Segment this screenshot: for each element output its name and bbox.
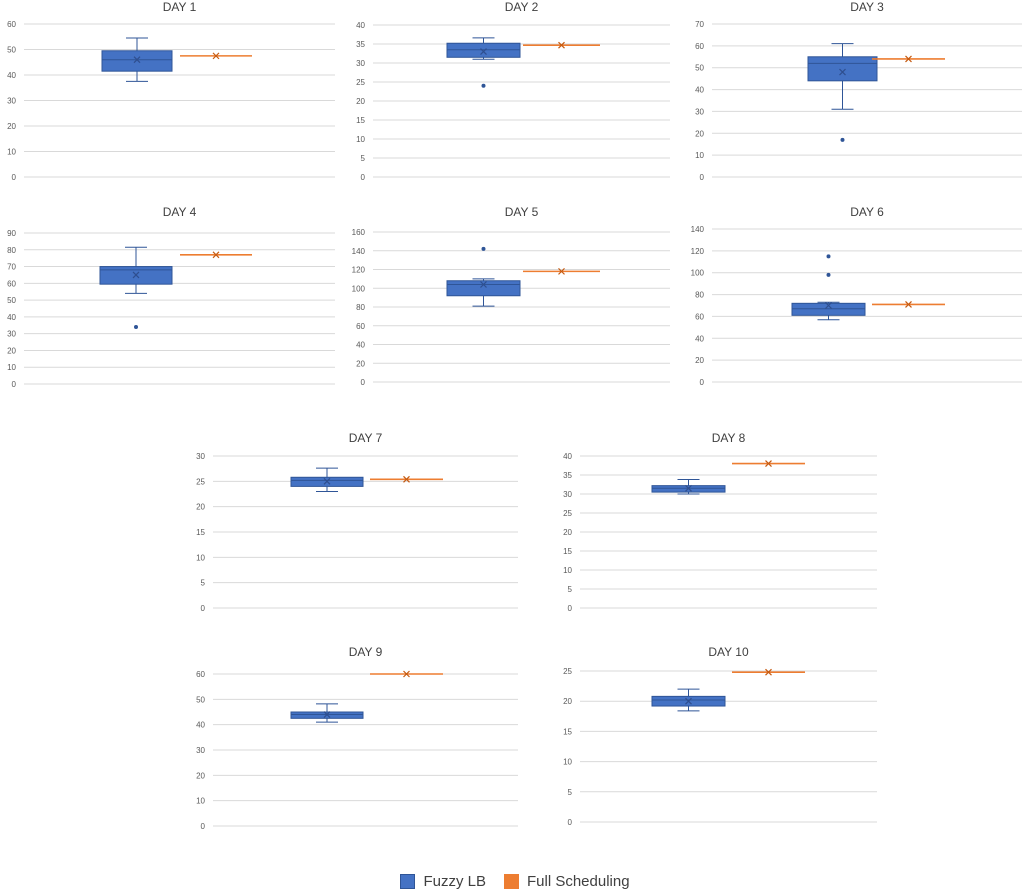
y-tick-label: 60 [7, 279, 16, 289]
y-tick-label: 0 [11, 380, 16, 389]
chart-title: DAY 5 [504, 205, 539, 219]
y-tick-label: 50 [7, 45, 16, 55]
y-tick-label: 40 [563, 452, 572, 461]
chart-day-9 [183, 645, 528, 845]
chart-svg [183, 645, 528, 845]
y-tick-label: 60 [7, 20, 16, 29]
box-fuzzy-lb [447, 43, 520, 57]
y-tick-label: 20 [196, 771, 205, 781]
chart-day-2 [345, 0, 680, 190]
y-tick-label: 40 [356, 21, 365, 30]
y-tick-label: 0 [699, 173, 704, 182]
chart-day-5 [345, 205, 680, 405]
legend [0, 870, 1030, 892]
chart-svg [0, 205, 345, 405]
y-tick-label: 25 [563, 667, 572, 676]
y-tick-label: 40 [196, 720, 205, 730]
y-tick-label: 10 [695, 151, 704, 161]
y-tick-label: 40 [695, 85, 704, 95]
y-tick-label: 5 [567, 585, 572, 594]
legend-item-fuzzy-lb [400, 873, 486, 890]
y-tick-label: 20 [7, 346, 16, 356]
outlier-point [482, 84, 486, 88]
y-tick-label: 15 [563, 727, 572, 737]
chart-title: DAY 8 [711, 431, 746, 445]
chart-svg [542, 645, 887, 845]
y-tick-label: 60 [356, 321, 365, 331]
y-tick-label: 40 [7, 312, 16, 322]
outlier-point [134, 325, 138, 329]
y-tick-label: 10 [7, 147, 16, 157]
y-tick-label: 70 [7, 262, 16, 272]
y-tick-label: 140 [351, 246, 365, 256]
chart-title: DAY 3 [850, 0, 884, 14]
y-tick-label: 120 [690, 246, 704, 256]
y-tick-label: 10 [196, 553, 205, 563]
y-tick-label: 50 [695, 63, 704, 73]
y-tick-label: 20 [695, 129, 704, 139]
y-tick-label: 40 [356, 340, 365, 350]
y-tick-label: 20 [196, 502, 205, 512]
chart-svg [345, 205, 680, 405]
y-tick-label: 30 [7, 96, 16, 106]
y-tick-label: 5 [200, 578, 205, 588]
legend-item-full-scheduling [504, 873, 630, 890]
chart-title: DAY 7 [348, 431, 383, 445]
y-tick-label: 30 [563, 490, 572, 499]
y-tick-label: 15 [563, 547, 572, 556]
y-tick-label: 15 [356, 116, 365, 125]
y-tick-label: 20 [7, 122, 16, 131]
y-tick-label: 60 [695, 312, 704, 322]
y-tick-label: 70 [695, 20, 704, 29]
y-tick-label: 120 [351, 265, 365, 275]
y-tick-label: 10 [563, 566, 572, 575]
chart-title: DAY 6 [850, 205, 884, 219]
chart-day-1 [0, 0, 345, 190]
y-tick-label: 80 [7, 245, 16, 255]
y-tick-label: 140 [690, 225, 704, 234]
y-tick-label: 10 [196, 796, 205, 806]
legend-swatch-fuzzy-lb [400, 874, 415, 889]
legend-label-fuzzy-lb: Fuzzy LB [423, 872, 486, 890]
y-tick-label: 30 [196, 452, 205, 461]
chart-svg [345, 0, 680, 190]
legend-swatch-full-scheduling [504, 874, 519, 889]
y-tick-label: 20 [563, 697, 572, 707]
y-tick-label: 20 [695, 356, 704, 366]
y-tick-label: 30 [7, 329, 16, 339]
chart-day-10 [542, 645, 887, 845]
y-tick-label: 10 [7, 363, 16, 373]
chart-day-6 [680, 205, 1030, 405]
y-tick-label: 0 [567, 818, 572, 827]
y-tick-label: 10 [356, 135, 365, 144]
y-tick-label: 35 [356, 40, 365, 49]
chart-title: DAY 4 [162, 205, 197, 219]
y-tick-label: 20 [563, 528, 572, 537]
box-fuzzy-lb [447, 281, 520, 296]
outlier-point [827, 273, 831, 277]
y-tick-label: 100 [690, 268, 704, 278]
y-tick-label: 50 [196, 695, 205, 705]
y-tick-label: 10 [563, 757, 572, 767]
y-tick-label: 20 [356, 359, 365, 369]
y-tick-label: 0 [360, 173, 365, 182]
y-tick-label: 0 [200, 822, 205, 831]
chart-title: DAY 1 [162, 0, 197, 14]
box-fuzzy-lb [808, 57, 877, 81]
y-tick-label: 40 [695, 334, 704, 344]
y-tick-label: 15 [196, 528, 205, 537]
y-tick-label: 25 [196, 477, 205, 487]
y-tick-label: 25 [356, 78, 365, 87]
legend-label-full-scheduling: Full Scheduling [526, 872, 630, 890]
y-tick-label: 0 [699, 378, 704, 387]
chart-svg [542, 431, 887, 621]
y-tick-label: 60 [196, 670, 205, 679]
y-tick-label: 30 [196, 746, 205, 755]
y-tick-label: 20 [356, 97, 365, 106]
y-tick-label: 90 [7, 229, 16, 238]
chart-day-8 [542, 431, 887, 621]
y-tick-label: 0 [567, 604, 572, 613]
y-tick-label: 5 [360, 154, 365, 163]
chart-svg [183, 431, 528, 621]
y-tick-label: 40 [7, 71, 16, 80]
y-tick-label: 50 [7, 296, 16, 306]
chart-title: DAY 10 [708, 645, 749, 659]
chart-title: DAY 9 [348, 645, 383, 659]
chart-day-3 [680, 0, 1030, 190]
chart-day-7 [183, 431, 528, 621]
y-tick-label: 30 [356, 59, 365, 68]
chart-svg [680, 0, 1030, 190]
chart-title: DAY 2 [504, 0, 539, 14]
y-tick-label: 35 [563, 471, 572, 480]
y-tick-label: 0 [11, 173, 16, 182]
y-tick-label: 0 [360, 378, 365, 387]
y-tick-label: 100 [351, 284, 365, 294]
y-tick-label: 30 [695, 107, 704, 117]
y-tick-label: 80 [356, 303, 365, 312]
y-tick-label: 60 [695, 41, 704, 51]
y-tick-label: 0 [200, 604, 205, 613]
y-tick-label: 5 [567, 787, 572, 797]
box-fuzzy-lb [102, 51, 172, 71]
outlier-point [841, 138, 845, 142]
outlier-point [482, 247, 486, 251]
y-tick-label: 160 [351, 228, 365, 237]
chart-day-4 [0, 205, 345, 405]
chart-svg [0, 0, 345, 190]
y-tick-label: 25 [563, 509, 572, 518]
chart-svg [680, 205, 1030, 405]
outlier-point [827, 254, 831, 258]
y-tick-label: 80 [695, 290, 704, 300]
